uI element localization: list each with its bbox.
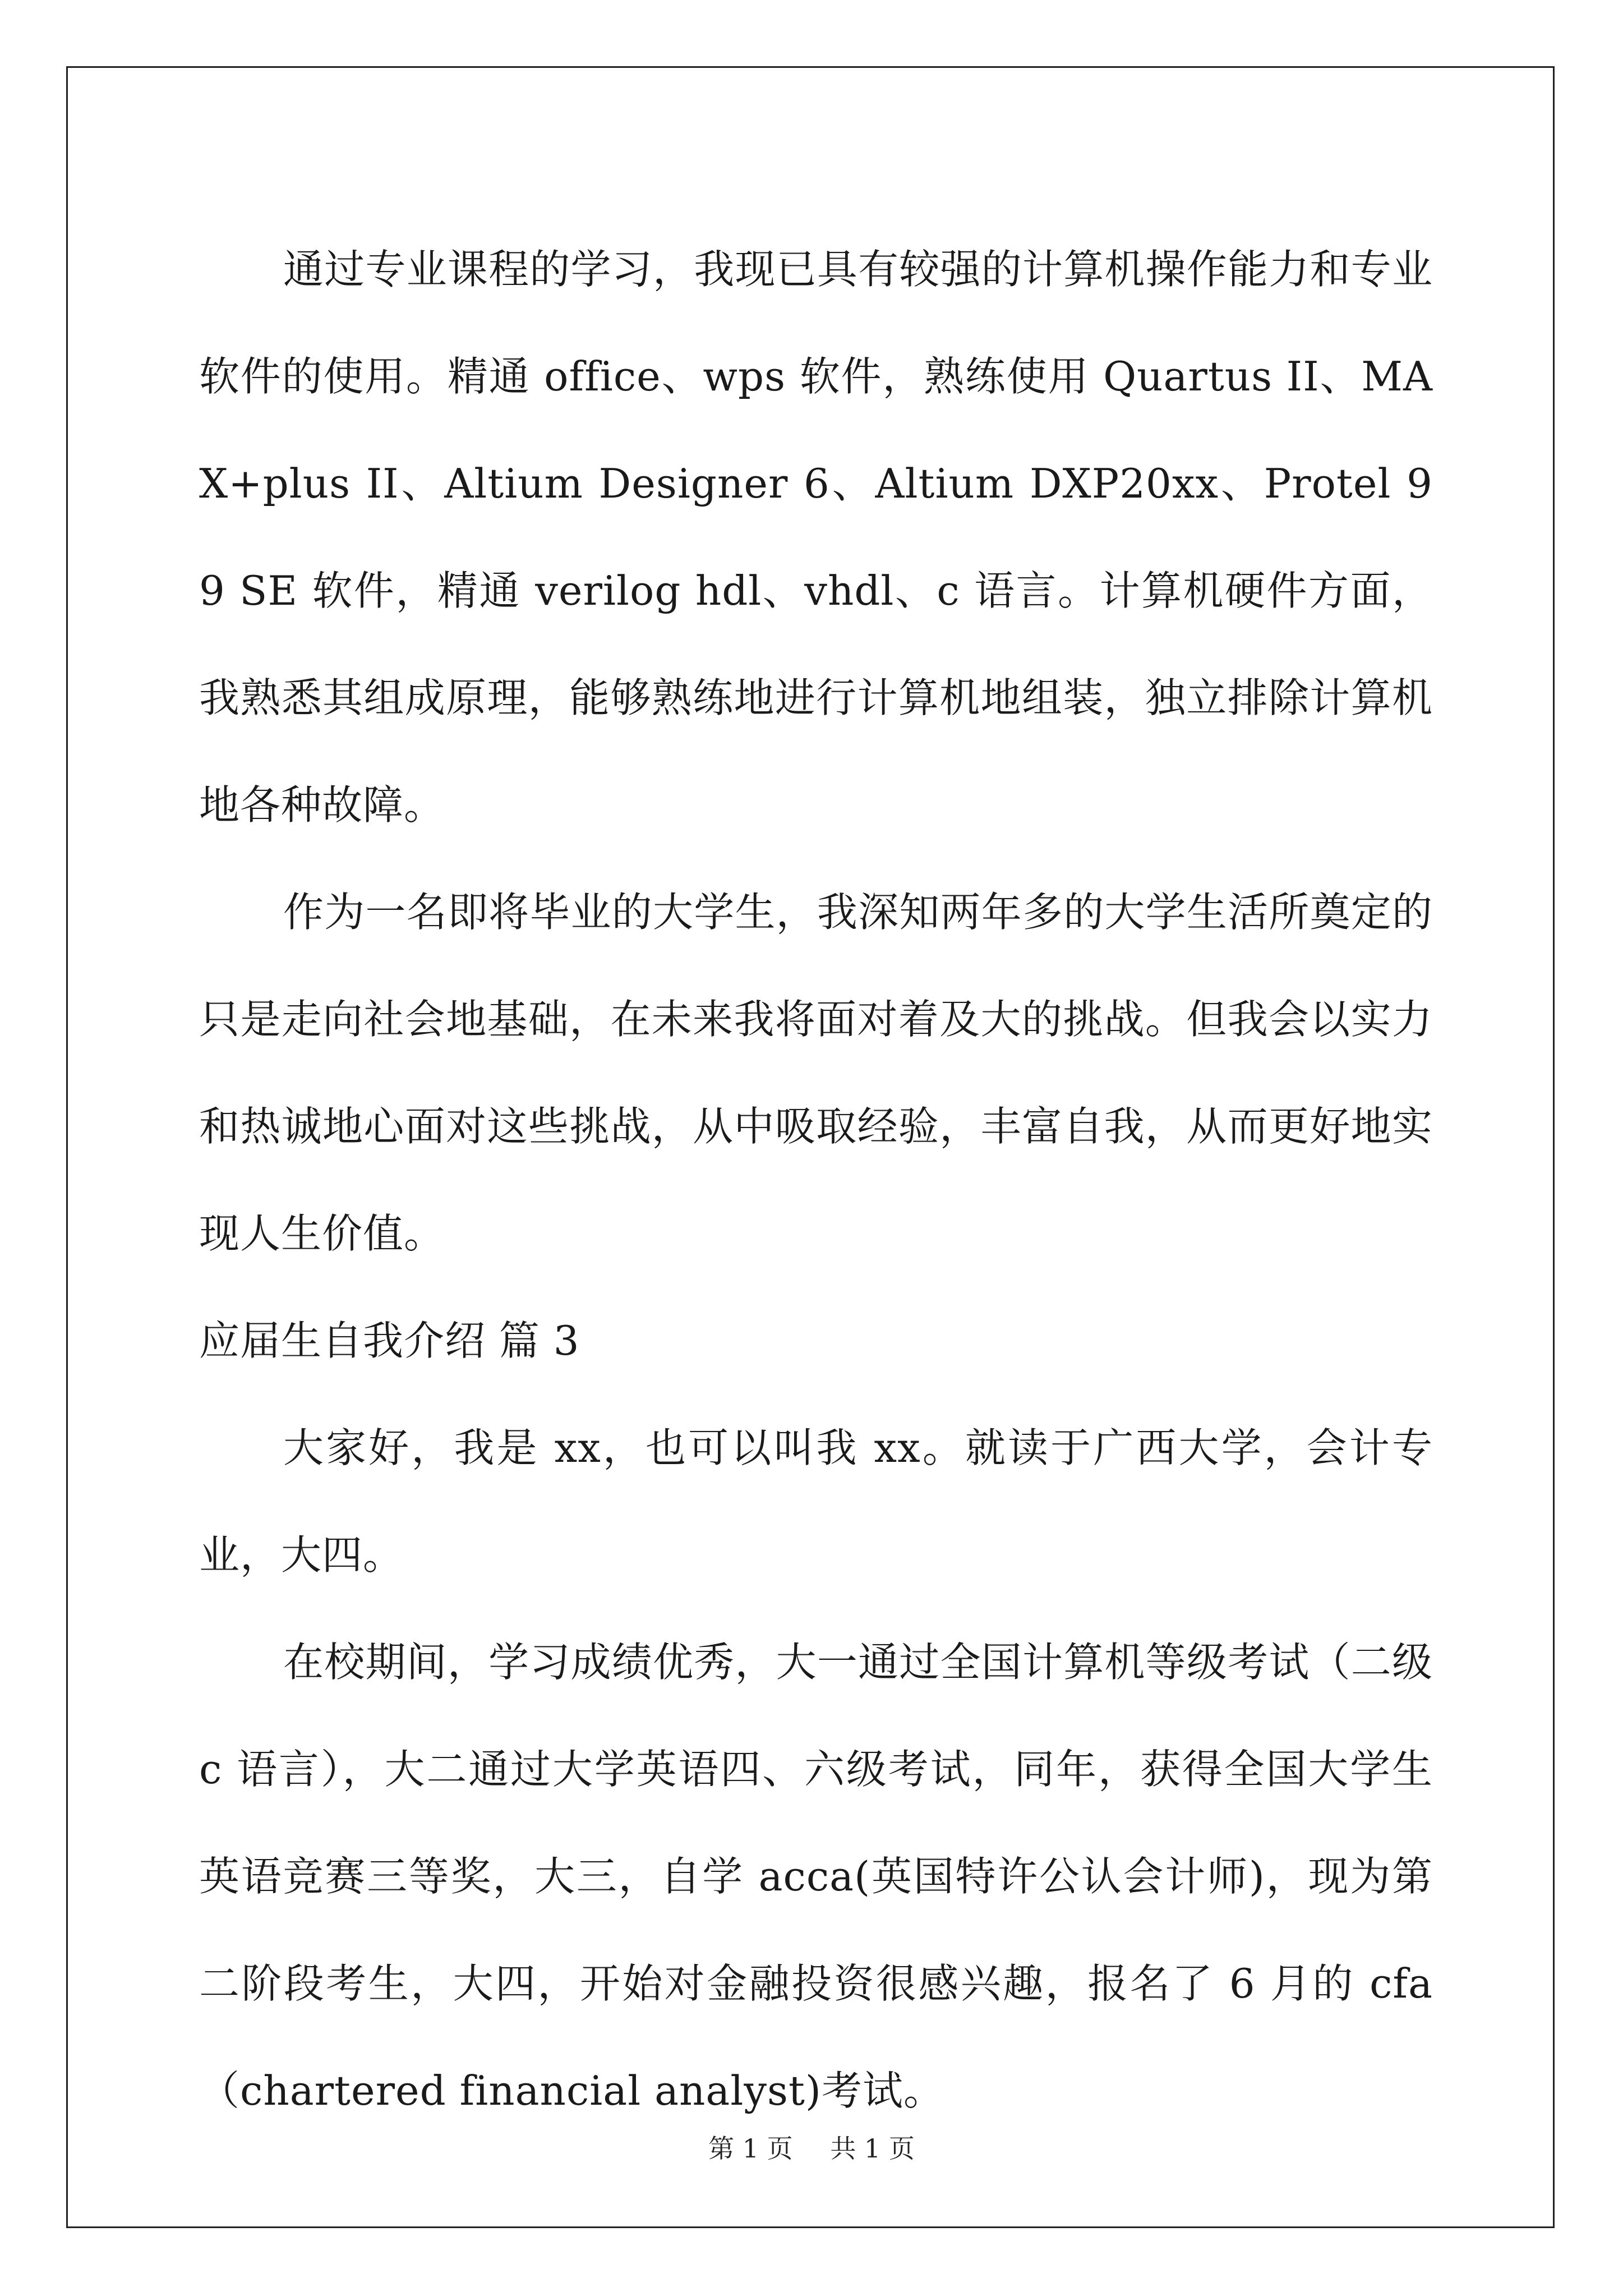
- paragraph-achievements: 在校期间，学习成绩优秀，大一通过全国计算机等级考试（二级 c 语言），大二通过大学英语四、六级考试，同年，获得全国大学生英语竞赛三等奖，大三，自学 acca(英国特许公认会计师)，现为第二阶段考生，大四，开始对金融投资很感兴趣，报名了 6 月的 cfa（chartered financial analyst)考试。: [199, 1639, 1433, 2114]
- paragraph-skills: 通过专业课程的学习，我现已具有较强的计算机操作能力和专业软件的使用。精通 office、wps 软件，熟练使用 Quartus II、MAX+plus II、Altium Designer 6、Altium DXP20xx、Protel 99 SE 软件，精通 verilog hdl、vhdl、c 语言。计算机硬件方面，我熟悉其组成原理，能够熟练地进行计算机地组装，独立排除计算机地各种故障。: [199, 246, 1433, 829]
- page-number: 第 1 页: [708, 2133, 793, 2164]
- document-body: [199, 216, 1433, 2145]
- page-footer: [0, 2132, 1623, 2165]
- section-heading: 应届生自我介绍 篇 3: [199, 1317, 580, 1364]
- paragraph-outlook: 作为一名即将毕业的大学生，我深知两年多的大学生活所奠定的只是走向社会地基础，在未来我将面对着及大的挑战。但我会以实力和热诚地心面对这些挑战，从中吸取经验，丰富自我，从而更好地实现人生价值。: [199, 889, 1433, 1257]
- paragraph-greeting: 大家好，我是 xx，也可以叫我 xx。就读于广西大学，会计专业，大四。: [199, 1424, 1433, 1579]
- page-total: 共 1 页: [830, 2133, 915, 2164]
